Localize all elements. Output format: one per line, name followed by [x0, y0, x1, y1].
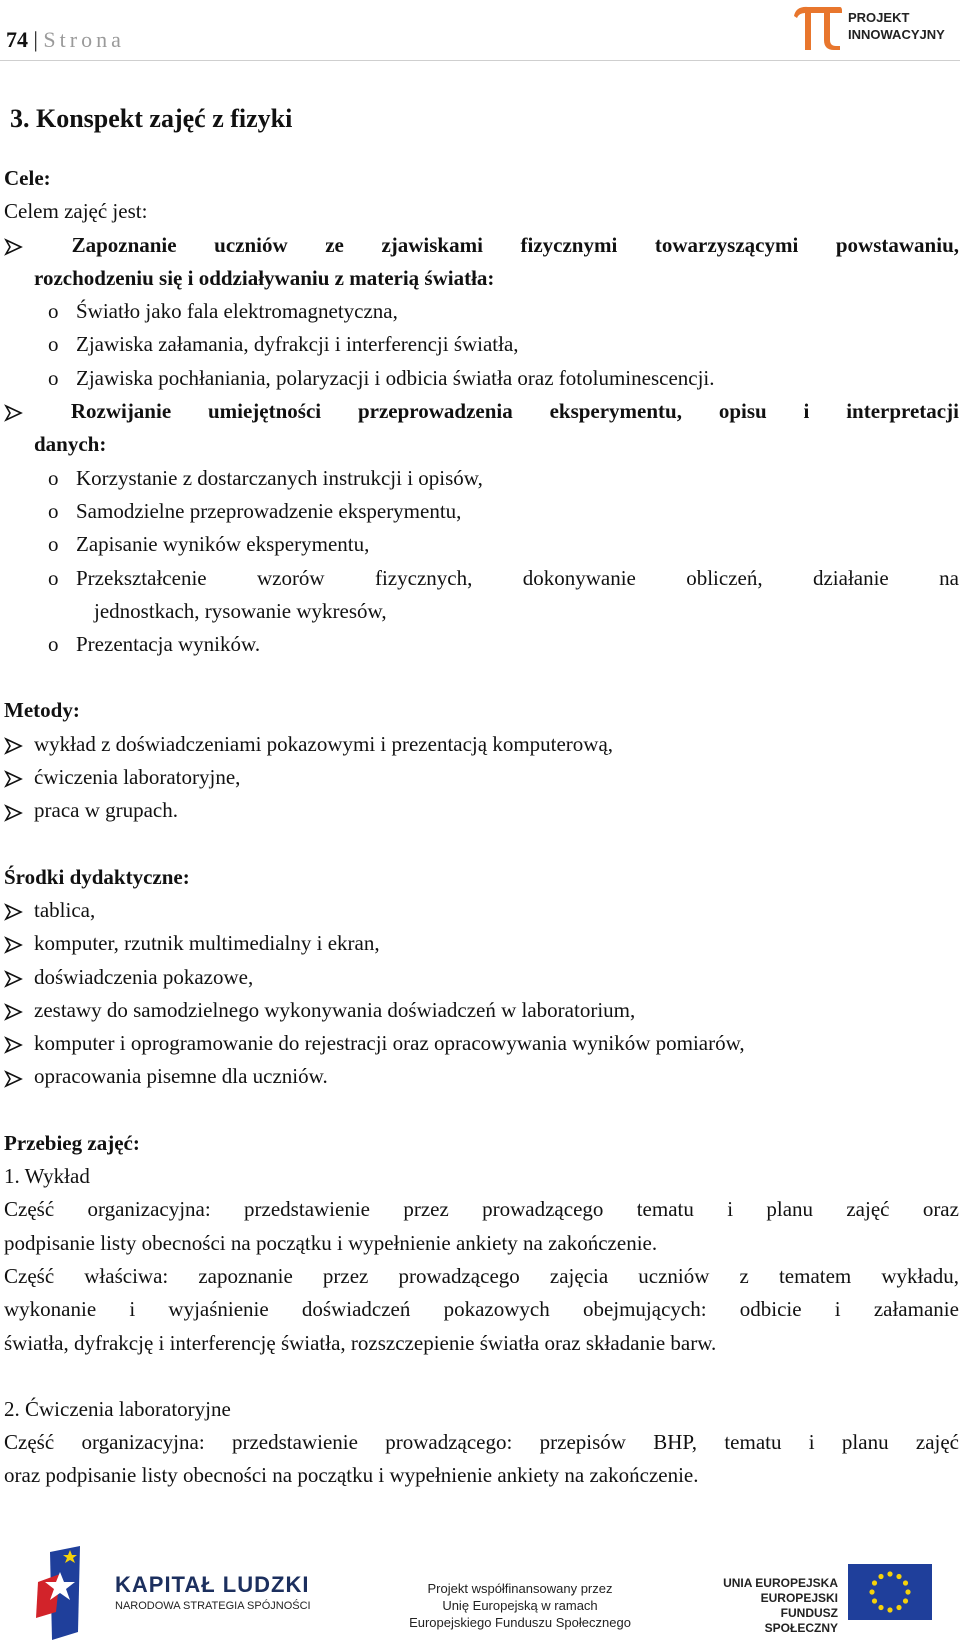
arrow-bullet-icon [4, 894, 34, 927]
cele-heading: Cele: [4, 166, 51, 190]
word: Część [4, 1197, 55, 1222]
srodki-item-text: doświadczenia pokazowe, [34, 964, 254, 989]
goal1-item-text: Zjawiska pochłaniania, polaryzacji i odbicia światła oraz fotoluminescencji. [76, 365, 715, 390]
word: tematem [778, 1263, 852, 1288]
circle-bullet: o [48, 565, 59, 590]
goal2-item4-word: wzorów [256, 565, 325, 590]
word: odbicie [739, 1297, 802, 1322]
goal2-word: Rozwijanie [70, 399, 172, 424]
project-logo-text [848, 9, 945, 43]
word: obejmujących: [582, 1297, 707, 1322]
circle-bullet: o [48, 299, 59, 324]
word: i [129, 1297, 136, 1322]
goal1-line2: rozchodzeniu się i oddziaływaniu z materią światła: [34, 265, 495, 290]
circle-bullet: o [48, 365, 59, 390]
page-word: Strona [43, 27, 125, 52]
word: prowadzącego: [385, 1430, 513, 1455]
page-title: 3. Konspekt zajęć z fizyki [10, 104, 293, 133]
goal1-word: towarzyszącymi [654, 232, 799, 257]
goal1-line1 [4, 229, 959, 262]
word: zajęcia [549, 1263, 609, 1288]
goal1-word: powstawaniu, [835, 232, 959, 257]
goal2-line2: danych: [34, 432, 107, 457]
goal2-word: przeprowadzenia [357, 399, 513, 424]
srodki-item [4, 1060, 959, 1093]
word: przez [322, 1263, 369, 1288]
srodki-item-text: tablica, [34, 897, 96, 922]
goal1-item [4, 328, 959, 361]
goal2-word: interpretacji [846, 399, 959, 424]
arrow-bullet-icon [4, 927, 34, 960]
word: uczniów [638, 1263, 710, 1288]
goal2-item [4, 562, 959, 595]
goal2-item [4, 628, 959, 661]
word: właściwa: [84, 1263, 169, 1288]
goal2-item-text: Samodzielne przeprowadzenie eksperymentu, [76, 498, 462, 523]
arrow-bullet-icon [4, 395, 34, 428]
goal2-item4-word: dokonywanie [522, 565, 636, 590]
word: oraz [922, 1197, 959, 1222]
goal2-item [4, 495, 959, 528]
przebieg-p1-line1 [4, 1193, 959, 1226]
word: przedstawienie [231, 1430, 358, 1455]
page-footer [0, 1538, 960, 1647]
goal1-item [4, 295, 959, 328]
goal2-item-text: Korzystanie z dostarczanych instrukcji i opisów, [76, 465, 483, 490]
goal1-word: zjawiskami [381, 232, 483, 257]
word: planu [841, 1430, 889, 1455]
przebieg-heading: Przebieg zajęć: [4, 1130, 140, 1155]
page-number [6, 27, 125, 53]
arrow-bullet-icon [4, 728, 34, 761]
word: organizacyjna: [81, 1430, 205, 1455]
metody-item [4, 728, 959, 761]
metody-item-text: wykład z doświadczeniami pokazowymi i prezentacją komputerową, [34, 731, 614, 756]
przebieg-sub2: 2. Ćwiczenia laboratoryjne [4, 1396, 231, 1421]
goal2-item-text: Prezentacja wyników. [76, 632, 261, 657]
goal1-word: uczniów [214, 232, 288, 257]
srodki-item [4, 927, 959, 960]
word: organizacyjna: [87, 1197, 211, 1222]
word: zapoznanie [198, 1263, 293, 1288]
goal2-word: opisu [718, 399, 767, 424]
word: doświadczeń [301, 1297, 411, 1322]
srodki-item [4, 994, 959, 1027]
kl-subtitle: NARODOWA STRATEGIA SPÓJNOŚCI [115, 1600, 311, 1612]
metody-item-text: ćwiczenia laboratoryjne, [34, 765, 241, 790]
circle-bullet: o [48, 532, 59, 557]
przebieg-p3-line1 [4, 1426, 959, 1459]
goal2-item [4, 528, 959, 561]
circle-bullet: o [48, 498, 59, 523]
document-body [4, 96, 959, 1493]
goal2-item4-word: na [939, 565, 959, 590]
circle-bullet: o [48, 332, 59, 357]
word: przepisów [539, 1430, 626, 1455]
srodki-item-text: zestawy do samodzielnego wykonywania doświadczeń w laboratorium, [34, 997, 636, 1022]
arrow-bullet-icon [4, 1060, 34, 1093]
ue-line: EUROPEJSKI [760, 1591, 838, 1605]
word: i [808, 1430, 815, 1455]
goal2-item4-word: działanie [812, 565, 889, 590]
word: wykładu, [881, 1263, 959, 1288]
goal1-item-text: Zjawiska załamania, dyfrakcji i interferencji światła, [76, 332, 519, 357]
goal1-word: fizycznymi [520, 232, 618, 257]
przebieg-p3-line2: oraz podpisanie listy obecności na początku i wypełnienie ankiety na zakończenie. [4, 1463, 699, 1488]
word: zajęć [915, 1430, 959, 1455]
metody-heading: Metody: [4, 698, 80, 723]
goal2-item [4, 462, 959, 495]
header-divider [0, 60, 960, 61]
circle-bullet: o [48, 465, 59, 490]
cofin-line: Projekt współfinansowany przez [427, 1581, 613, 1596]
word: przedstawienie [244, 1197, 370, 1222]
kl-title: KAPITAŁ LUDZKI [115, 1572, 310, 1597]
word: załamanie [873, 1297, 959, 1322]
logo-line2: INNOWACYJNY [848, 27, 945, 42]
page-number-value: 74 [6, 27, 28, 52]
word: zajęć [846, 1197, 890, 1222]
arrow-bullet-icon [4, 961, 34, 994]
srodki-item-text: opracowania pisemne dla uczniów. [34, 1064, 328, 1089]
circle-bullet: o [48, 632, 59, 657]
przebieg-p2-line3: światła, dyfrakcję i interferencję światła, rozszczepienie światła oraz składanie barw. [4, 1330, 717, 1355]
word: i [727, 1197, 734, 1222]
cofin-line: Europejskiego Funduszu Społecznego [409, 1615, 631, 1630]
przebieg-p2-line1 [4, 1260, 959, 1293]
metody-item [4, 794, 959, 827]
arrow-bullet-icon [4, 994, 34, 1027]
arrow-bullet-icon [4, 794, 34, 827]
word: pokazowych [443, 1297, 550, 1322]
word: tematu [636, 1197, 694, 1222]
arrow-bullet-icon [4, 1027, 34, 1060]
eu-fund-label [714, 1576, 838, 1636]
goal2-item4-cont: jednostkach, rysowanie wykresów, [94, 598, 387, 623]
arrow-bullet-icon [4, 229, 34, 262]
arrow-bullet-icon [4, 761, 34, 794]
pi-logo-icon [790, 2, 844, 52]
goal1-item [4, 362, 959, 395]
word: planu [766, 1197, 814, 1222]
cofinancing-note [395, 1580, 645, 1631]
word: prowadzącego [398, 1263, 520, 1288]
cele-intro: Celem zajęć jest: [4, 199, 148, 224]
goal2-item4-word: Przekształcenie [76, 565, 207, 590]
metody-item-text: praca w grupach. [34, 798, 179, 823]
word: i [834, 1297, 841, 1322]
srodki-item-text: komputer i oprogramowanie do rejestracji oraz opracowywania wyników pomiarów, [34, 1031, 745, 1056]
word: przez [403, 1197, 449, 1222]
goal1-word: Zapoznanie [71, 232, 177, 257]
ue-line: FUNDUSZ SPOŁECZNY [764, 1606, 838, 1635]
przebieg-sub1: 1. Wykład [4, 1164, 90, 1189]
goal2-line1 [4, 395, 959, 428]
goal2-word: umiejętności [207, 399, 322, 424]
goal2-item4-word: fizycznych, [374, 565, 473, 590]
goal2-word: eksperymentu, [549, 399, 682, 424]
word: BHP, [653, 1430, 698, 1455]
goal2-item4-word: obliczeń, [686, 565, 763, 590]
word: Część [4, 1263, 55, 1288]
metody-item [4, 761, 959, 794]
srodki-heading: Środki dydaktyczne: [4, 864, 190, 889]
goal1-word: ze [325, 232, 344, 257]
word: Część [4, 1430, 55, 1455]
eu-flag-icon [848, 1564, 932, 1620]
srodki-item-text: komputer, rzutnik multimedialny i ekran, [34, 931, 380, 956]
page-number-separator: | [33, 27, 38, 52]
word: tematu [724, 1430, 782, 1455]
srodki-item [4, 1027, 959, 1060]
cofin-line: Unię Europejską w ramach [442, 1598, 598, 1613]
logo-line1: PROJEKT [848, 10, 910, 25]
word: z [739, 1263, 749, 1288]
goal2-item4 [76, 562, 959, 595]
srodki-item [4, 894, 959, 927]
goal2-word: i [803, 399, 810, 424]
page-header [0, 0, 960, 64]
goal1-item-text: Światło jako fala elektromagnetyczna, [76, 299, 398, 324]
word: prowadzącego [482, 1197, 604, 1222]
przebieg-p1-line2: podpisanie listy obecności na początku i wypełnienie ankiety na zakończenie. [4, 1230, 658, 1255]
kapital-ludzki-star-logo-icon [30, 1542, 100, 1642]
word: wyjaśnienie [168, 1297, 269, 1322]
srodki-item [4, 961, 959, 994]
przebieg-p2-line2 [4, 1293, 959, 1326]
goal2-item-text: Zapisanie wyników eksperymentu, [76, 532, 370, 557]
ue-line: UNIA EUROPEJSKA [723, 1576, 838, 1590]
kapital-ludzki-logo [115, 1572, 311, 1612]
word: wykonanie [4, 1297, 97, 1322]
